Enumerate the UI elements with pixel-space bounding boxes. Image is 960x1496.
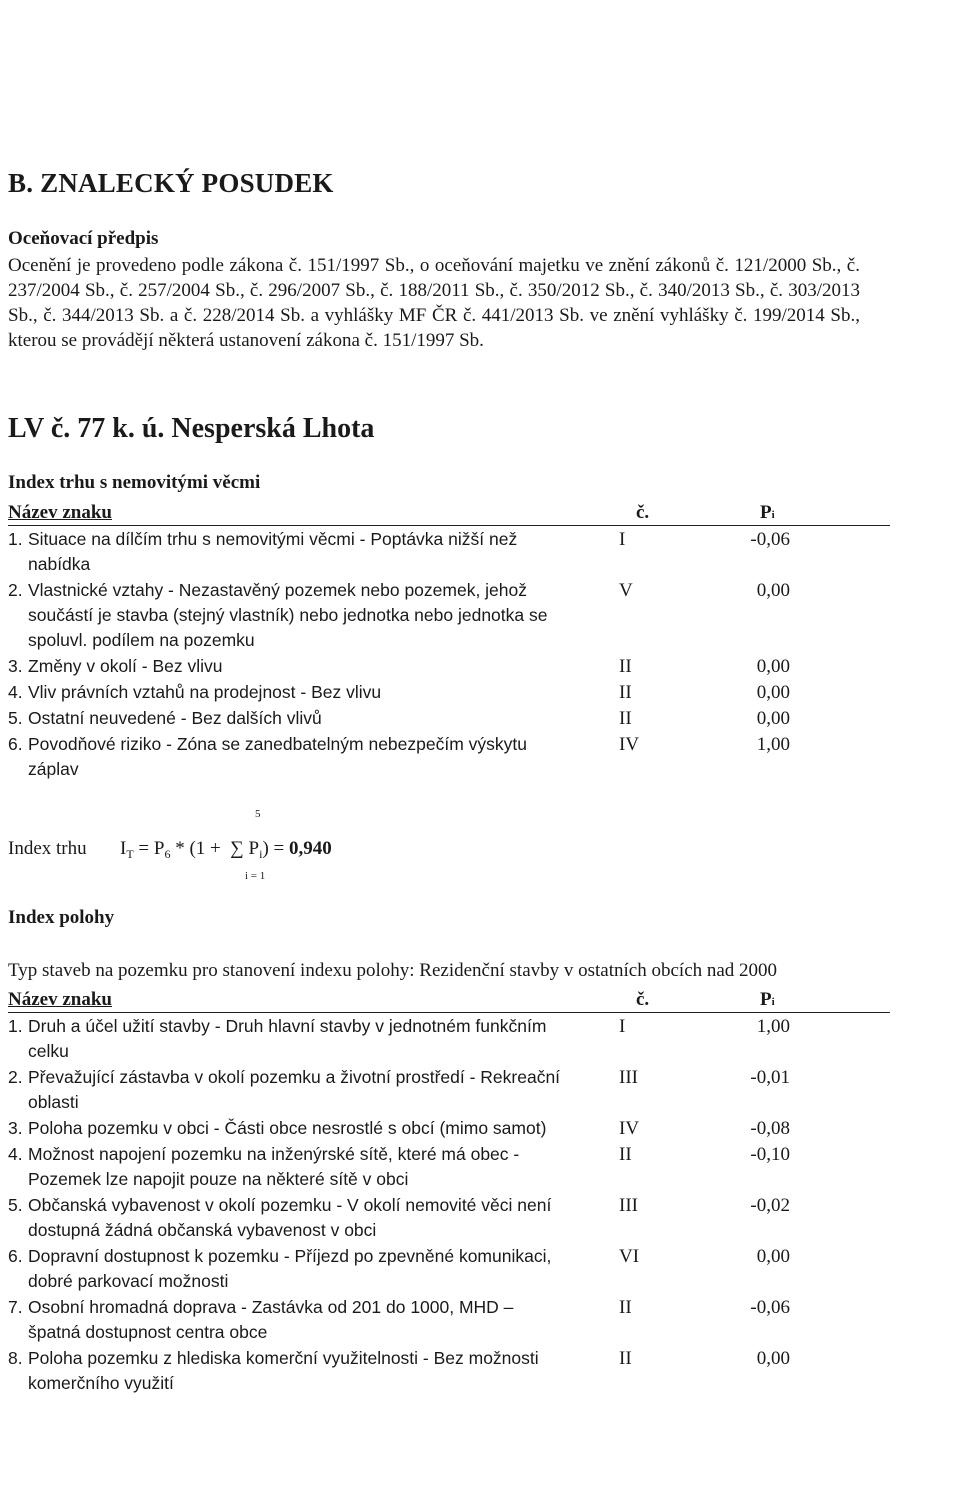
- row-name: [8, 706, 588, 731]
- row-value: 0,00: [756, 1246, 790, 1267]
- lv-heading: LV č. 77 k. ú. Nesperská Lhota: [8, 413, 375, 444]
- row-class: III: [619, 1195, 638, 1216]
- row-class: IV: [619, 1118, 640, 1139]
- index-trhu-formula: $I_T = P_6 * (1$ + ∑ $P_i) = 0,940$: [120, 838, 332, 861]
- row-name-line: komerčního využití: [28, 1373, 174, 1393]
- row-name-line: 2. Převažující zástavba v okolí pozemku a životní prostředí - Rekreační: [8, 1065, 588, 1090]
- row-name-line: 1. Situace na dílčím trhu s nemovitými věcmi - Poptávka nižší než: [8, 527, 588, 552]
- row-name: [8, 1295, 588, 1345]
- row-class: IV: [619, 734, 640, 755]
- row-name-line: 5. Občanská vybavenost v okolí pozemku - V okolí nemovité věci není: [8, 1193, 588, 1218]
- trh-col-name: Název znaku: [8, 502, 112, 523]
- row-number: 2.: [8, 580, 23, 600]
- row-name-line: součástí je stavba (stejný vlastník) nebo jednotka nebo jednotka se: [28, 605, 548, 625]
- ocenovaci-heading: Oceňovací předpis: [8, 228, 159, 249]
- row-class: II: [619, 708, 632, 729]
- row-number: 6.: [8, 734, 23, 754]
- polohy-intro: Typ staveb na pozemku pro stanovení indexu polohy: Rezidenční stavby v ostatních obcích nad 2000: [8, 960, 778, 981]
- pol-col-name: Název znaku: [8, 989, 112, 1010]
- row-number: 7.: [8, 1297, 23, 1317]
- row-class: II: [619, 1144, 632, 1165]
- trh-col-val: Pi: [760, 502, 775, 523]
- row-number: 1.: [8, 1016, 23, 1036]
- row-value: 0,00: [756, 580, 790, 601]
- row-number: 5.: [8, 708, 23, 728]
- row-number: 8.: [8, 1348, 23, 1368]
- row-name-line: 1. Druh a účel užití stavby - Druh hlavní stavby v jednotném funkčním: [8, 1014, 588, 1039]
- row-class: I: [619, 529, 626, 550]
- row-name-line: Pozemek lze napojit pouze na některé sítě v obci: [28, 1169, 409, 1189]
- row-class: VI: [619, 1246, 640, 1267]
- row-value: -0,10: [750, 1144, 790, 1165]
- pol-header-rule: [8, 1012, 890, 1013]
- index-trhu-heading: Index trhu s nemovitými věcmi: [8, 472, 261, 493]
- row-number: 1.: [8, 529, 23, 549]
- row-number: 4.: [8, 1144, 23, 1164]
- row-name-line: 3. Změny v okolí - Bez vlivu: [8, 654, 588, 679]
- row-name: [8, 680, 588, 705]
- row-value: -0,01: [750, 1067, 790, 1088]
- row-value: 0,00: [756, 708, 790, 729]
- trh-col-cls: č.: [636, 502, 650, 523]
- row-value: 1,00: [756, 734, 790, 755]
- pol-col-val: Pi: [760, 989, 775, 1010]
- row-name: [8, 732, 588, 782]
- row-class: I: [619, 1016, 626, 1037]
- pol-col-cls: č.: [636, 989, 650, 1010]
- row-name-line: dobré parkovací možnosti: [28, 1271, 229, 1291]
- row-name-line: špatná dostupnost centra obce: [28, 1322, 268, 1342]
- row-number: 6.: [8, 1246, 23, 1266]
- row-name-line: 6. Dopravní dostupnost k pozemku - Příjezd po zpevněné komunikaci,: [8, 1244, 588, 1269]
- trh-col-val-sub: i: [771, 509, 775, 521]
- row-value: 0,00: [756, 656, 790, 677]
- sum-lower: i = 1: [245, 870, 266, 882]
- row-name: [8, 1065, 588, 1115]
- index-polohy-heading: Index polohy: [8, 907, 115, 928]
- row-value: -0,02: [750, 1195, 790, 1216]
- row-name: [8, 527, 588, 577]
- row-value: -0,06: [750, 529, 790, 550]
- row-class: V: [619, 580, 633, 601]
- row-name-line: 3. Poloha pozemku v obci - Části obce nesrostlé s obcí (mimo samot): [8, 1116, 588, 1141]
- row-class: II: [619, 682, 632, 703]
- trh-header-rule: [8, 525, 890, 526]
- row-name: [8, 1193, 588, 1243]
- row-value: 0,00: [756, 1348, 790, 1369]
- row-number: 4.: [8, 682, 23, 702]
- row-value: 0,00: [756, 682, 790, 703]
- row-number: 3.: [8, 656, 23, 676]
- row-value: -0,08: [750, 1118, 790, 1139]
- row-name-line: záplav: [28, 759, 79, 779]
- row-name-line: nabídka: [28, 554, 91, 574]
- row-name-line: 5. Ostatní neuvedené - Bez dalších vlivů: [8, 706, 588, 731]
- row-name-line: 2. Vlastnické vztahy - Nezastavěný pozemek nebo pozemek, jehož: [8, 578, 588, 603]
- row-name-line: 4. Vliv právních vztahů na prodejnost - Bez vlivu: [8, 680, 588, 705]
- row-number: 2.: [8, 1067, 23, 1087]
- row-class: III: [619, 1067, 638, 1088]
- row-number: 5.: [8, 1195, 23, 1215]
- row-class: II: [619, 1297, 632, 1318]
- row-name: [8, 1014, 588, 1064]
- row-value: -0,06: [750, 1297, 790, 1318]
- row-name: [8, 1142, 588, 1192]
- row-number: 3.: [8, 1118, 23, 1138]
- row-class: II: [619, 1348, 632, 1369]
- row-name-line: dostupná žádná občanská vybavenost v obci: [28, 1220, 377, 1240]
- row-name-line: spoluvl. podílem na pozemku: [28, 630, 255, 650]
- row-name: [8, 1346, 588, 1396]
- row-class: II: [619, 656, 632, 677]
- row-name-line: oblasti: [28, 1092, 79, 1112]
- ocenovaci-text: Ocenění je provedeno podle zákona č. 151/1997 Sb., o oceňování majetku ve znění zákonů č. 121/2000 Sb., č. 237/2004 Sb., č. 257/2004 Sb., č. 296/2007 Sb., č. 188/2011 Sb., č. 350/2012 Sb., č. 340/2013 Sb., č. 303/2013 Sb., č. 344/2013 Sb. a č. 228/2014 Sb. a vyhlášky MF ČR č. 441/2013 Sb. ve znění vyhlášky č. 199/2014 Sb., kterou se provádějí některá ustanovení zákona č. 151/1997 Sb.: [8, 255, 860, 351]
- row-name-line: celku: [28, 1041, 69, 1061]
- row-name-line: 6. Povodňové riziko - Zóna se zanedbatelným nebezpečím výskytu: [8, 732, 588, 757]
- row-name: [8, 578, 588, 653]
- index-trhu-result: 0,940: [289, 838, 332, 859]
- sum-upper: 5: [255, 808, 261, 820]
- formula-label: Index trhu: [8, 838, 87, 859]
- pol-col-val-sub: i: [771, 996, 775, 1008]
- row-value: 1,00: [756, 1016, 790, 1037]
- row-name-line: 8. Poloha pozemku z hlediska komerční využitelnosti - Bez možnosti: [8, 1346, 588, 1371]
- row-name: [8, 1244, 588, 1294]
- row-name: [8, 654, 588, 679]
- row-name: [8, 1116, 588, 1141]
- row-name-line: 4. Možnost napojení pozemku na inženýrské sítě, které má obec -: [8, 1142, 588, 1167]
- row-name-line: 7. Osobní hromadná doprava - Zastávka od 201 do 1000, MHD –: [8, 1295, 588, 1320]
- page-title: B. ZNALECKÝ POSUDEK: [8, 168, 334, 198]
